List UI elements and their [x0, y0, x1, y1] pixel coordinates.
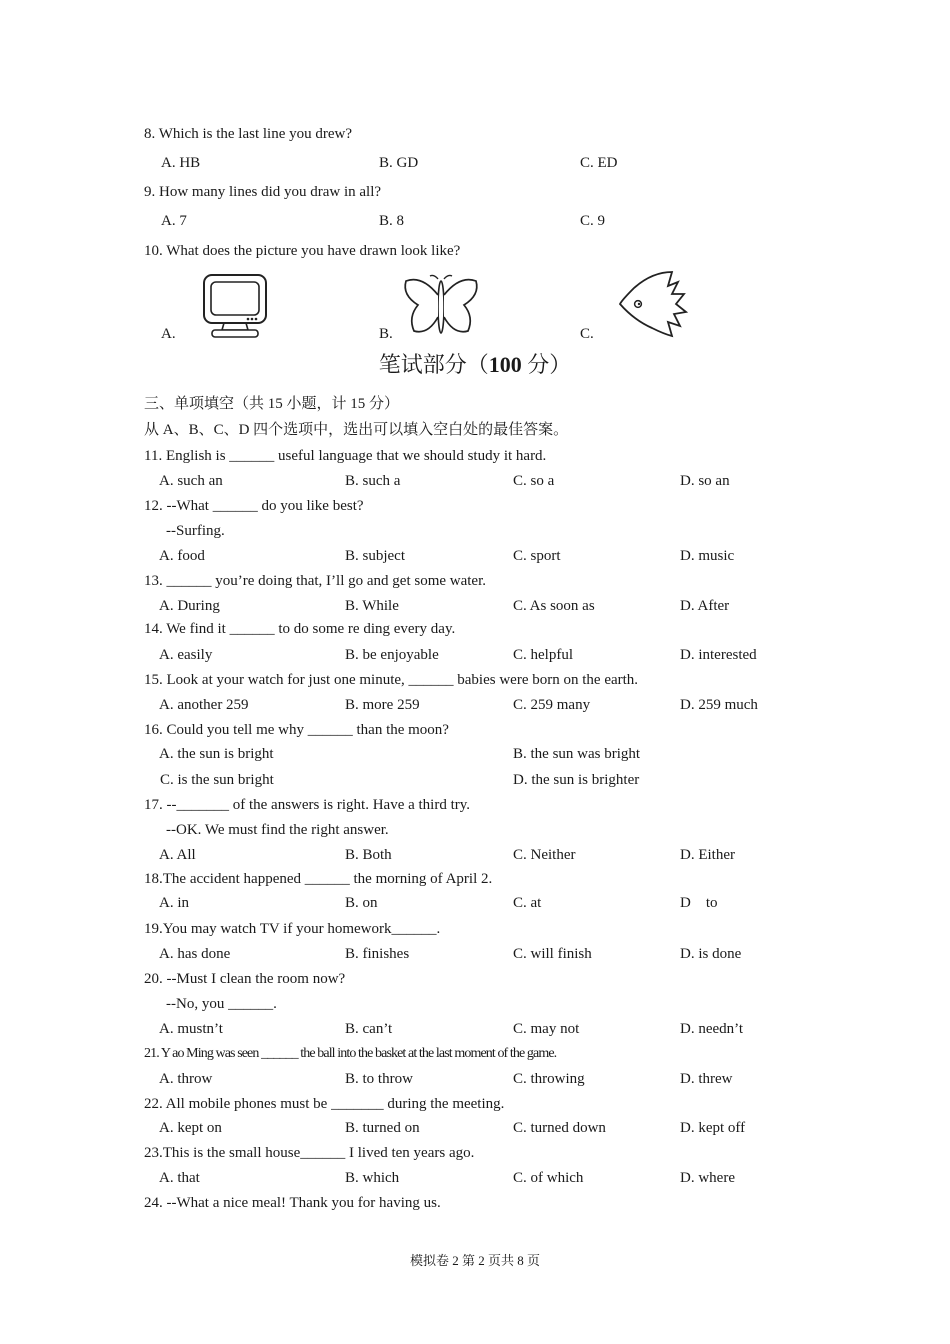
q22-stem: 22. All mobile phones must be _______ during the meeting.: [144, 1096, 505, 1112]
q11-option-b: B. such a: [345, 473, 401, 489]
q12-answer-line: --Surfing.: [166, 523, 225, 539]
butterfly-picture: [400, 273, 482, 339]
q21-option-c: C. throwing: [513, 1071, 585, 1087]
page-footer: 模拟卷 2 第 2 页共 8 页: [409, 1253, 540, 1268]
q12-option-d: D. music: [680, 548, 735, 564]
q16-option-c: C. is the sun bright: [160, 772, 274, 788]
q16-option-a: A. the sun is bright: [159, 746, 274, 762]
written-section-title: 笔试部分（100 分）: [378, 352, 572, 377]
q10-stem: 10. What does the picture you have drawn look like?: [144, 243, 461, 259]
q18-stem: 18.The accident happened ______ the morning of April 2.: [144, 871, 493, 887]
q14-option-c: C. helpful: [513, 647, 573, 663]
q11-option-c: C. so a: [513, 473, 555, 489]
q19-option-b: B. finishes: [345, 946, 410, 962]
q21-option-b: B. to throw: [345, 1071, 413, 1087]
section-heading: 三、单项填空（共 15 小题，计 15 分）: [144, 396, 400, 412]
q18-option-b: B. on: [345, 895, 378, 911]
q23-option-b: B. which: [345, 1170, 400, 1186]
q20-option-d: D. needn’t: [680, 1021, 744, 1037]
q21-option-a: A. throw: [159, 1071, 213, 1087]
q13-option-b: B. While: [345, 598, 399, 614]
q22-option-c: C. turned down: [513, 1120, 606, 1136]
q15-option-b: B. more 259: [345, 697, 420, 713]
q16-option-d: D. the sun is brighter: [513, 772, 640, 788]
q24-stem: 24. --What a nice meal! Thank you for having us.: [144, 1195, 441, 1211]
q22-option-b: B. turned on: [345, 1120, 420, 1136]
q21-stem: 21. Y ao Ming was seen ______ the ball into the basket at the last moment of the game.: [144, 1046, 557, 1061]
q18-option-c: C. at: [513, 895, 542, 911]
q23-option-a: A. that: [159, 1170, 200, 1186]
q15-stem: 15. Look at your watch for just one minute, ______ babies were born on the earth.: [144, 672, 639, 688]
q23-option-d: D. where: [680, 1170, 735, 1186]
q17-option-a: A. All: [159, 847, 196, 863]
q12-option-a: A. food: [159, 548, 205, 564]
section-instruction: 从 A、B、C、D 四个选项中，选出可以填入空白处的最佳答案。: [144, 422, 569, 438]
q12-option-c: C. sport: [513, 548, 561, 564]
q9-stem: 9. How many lines did you draw in all?: [144, 184, 382, 200]
q13-option-a: A. During: [159, 598, 220, 614]
q11-option-d: D. so an: [680, 473, 730, 489]
q9-option-b: B. 8: [379, 213, 405, 229]
q19-option-a: A. has done: [159, 946, 231, 962]
q20-option-b: B. can’t: [345, 1021, 393, 1037]
q10-option-b: B.: [379, 326, 393, 342]
q16-option-b: B. the sun was bright: [513, 746, 641, 762]
q10-option-a: A.: [161, 326, 176, 342]
q9-option-a: A. 7: [161, 213, 187, 229]
q19-option-d: D. is done: [680, 946, 742, 962]
q13-option-c: C. As soon as: [513, 598, 595, 614]
q22-option-a: A. kept on: [159, 1120, 222, 1136]
q12-option-b: B. subject: [345, 548, 405, 564]
q14-stem: 14. We find it ______ to do some re ding every day.: [144, 621, 456, 637]
q8-option-b: B. GD: [379, 155, 419, 171]
q23-stem: 23.This is the small house______ I lived ten years ago.: [144, 1145, 475, 1161]
q10-option-c: C.: [580, 326, 594, 342]
q15-option-c: C. 259 many: [513, 697, 591, 713]
q11-stem: 11. English is ______ useful language that we should study it hard.: [144, 448, 547, 464]
q17-option-b: B. Both: [345, 847, 392, 863]
q20-option-a: A. mustn’t: [159, 1021, 223, 1037]
q15-option-d: D. 259 much: [680, 697, 758, 713]
q15-option-a: A. another 259: [159, 697, 249, 713]
q17-option-d: D. Either: [680, 847, 735, 863]
q20-answer-line: --No, you ______.: [166, 996, 277, 1012]
q14-option-d: D. interested: [680, 647, 757, 663]
q8-option-c: C. ED: [580, 155, 618, 171]
q18-option-a: A. in: [159, 895, 189, 911]
q17-stem: 17. --_______ of the answers is right. Have a third try.: [144, 797, 471, 813]
q14-option-a: A. easily: [159, 647, 213, 663]
q9-option-c: C. 9: [580, 213, 606, 229]
q13-stem: 13. ______ you’re doing that, I’ll go and get some water.: [144, 573, 487, 589]
q21-option-d: D. threw: [680, 1071, 733, 1087]
fish-picture: [612, 266, 690, 342]
q17-option-c: C. Neither: [513, 847, 576, 863]
q23-option-c: C. of which: [513, 1170, 584, 1186]
q22-option-d: D. kept off: [680, 1120, 746, 1136]
q8-stem: 8. Which is the last line you drew?: [144, 126, 353, 142]
q13-option-d: D. After: [680, 598, 730, 614]
q19-stem: 19.You may watch TV if your homework______.: [144, 921, 441, 937]
q8-option-a: A. HB: [161, 155, 201, 171]
q12-stem: 12. --What ______ do you like best?: [144, 498, 364, 514]
q20-option-c: C. may not: [513, 1021, 580, 1037]
q14-option-b: B. be enjoyable: [345, 647, 439, 663]
q17-answer-line: --OK. We must find the right answer.: [166, 822, 389, 838]
q16-stem: 16. Could you tell me why ______ than the moon?: [144, 722, 449, 738]
q18-option-d: D to: [680, 895, 718, 911]
q19-option-c: C. will finish: [513, 946, 592, 962]
computer-monitor-picture: [198, 272, 274, 342]
q11-option-a: A. such an: [159, 473, 223, 489]
q20-stem: 20. --Must I clean the room now?: [144, 971, 346, 987]
